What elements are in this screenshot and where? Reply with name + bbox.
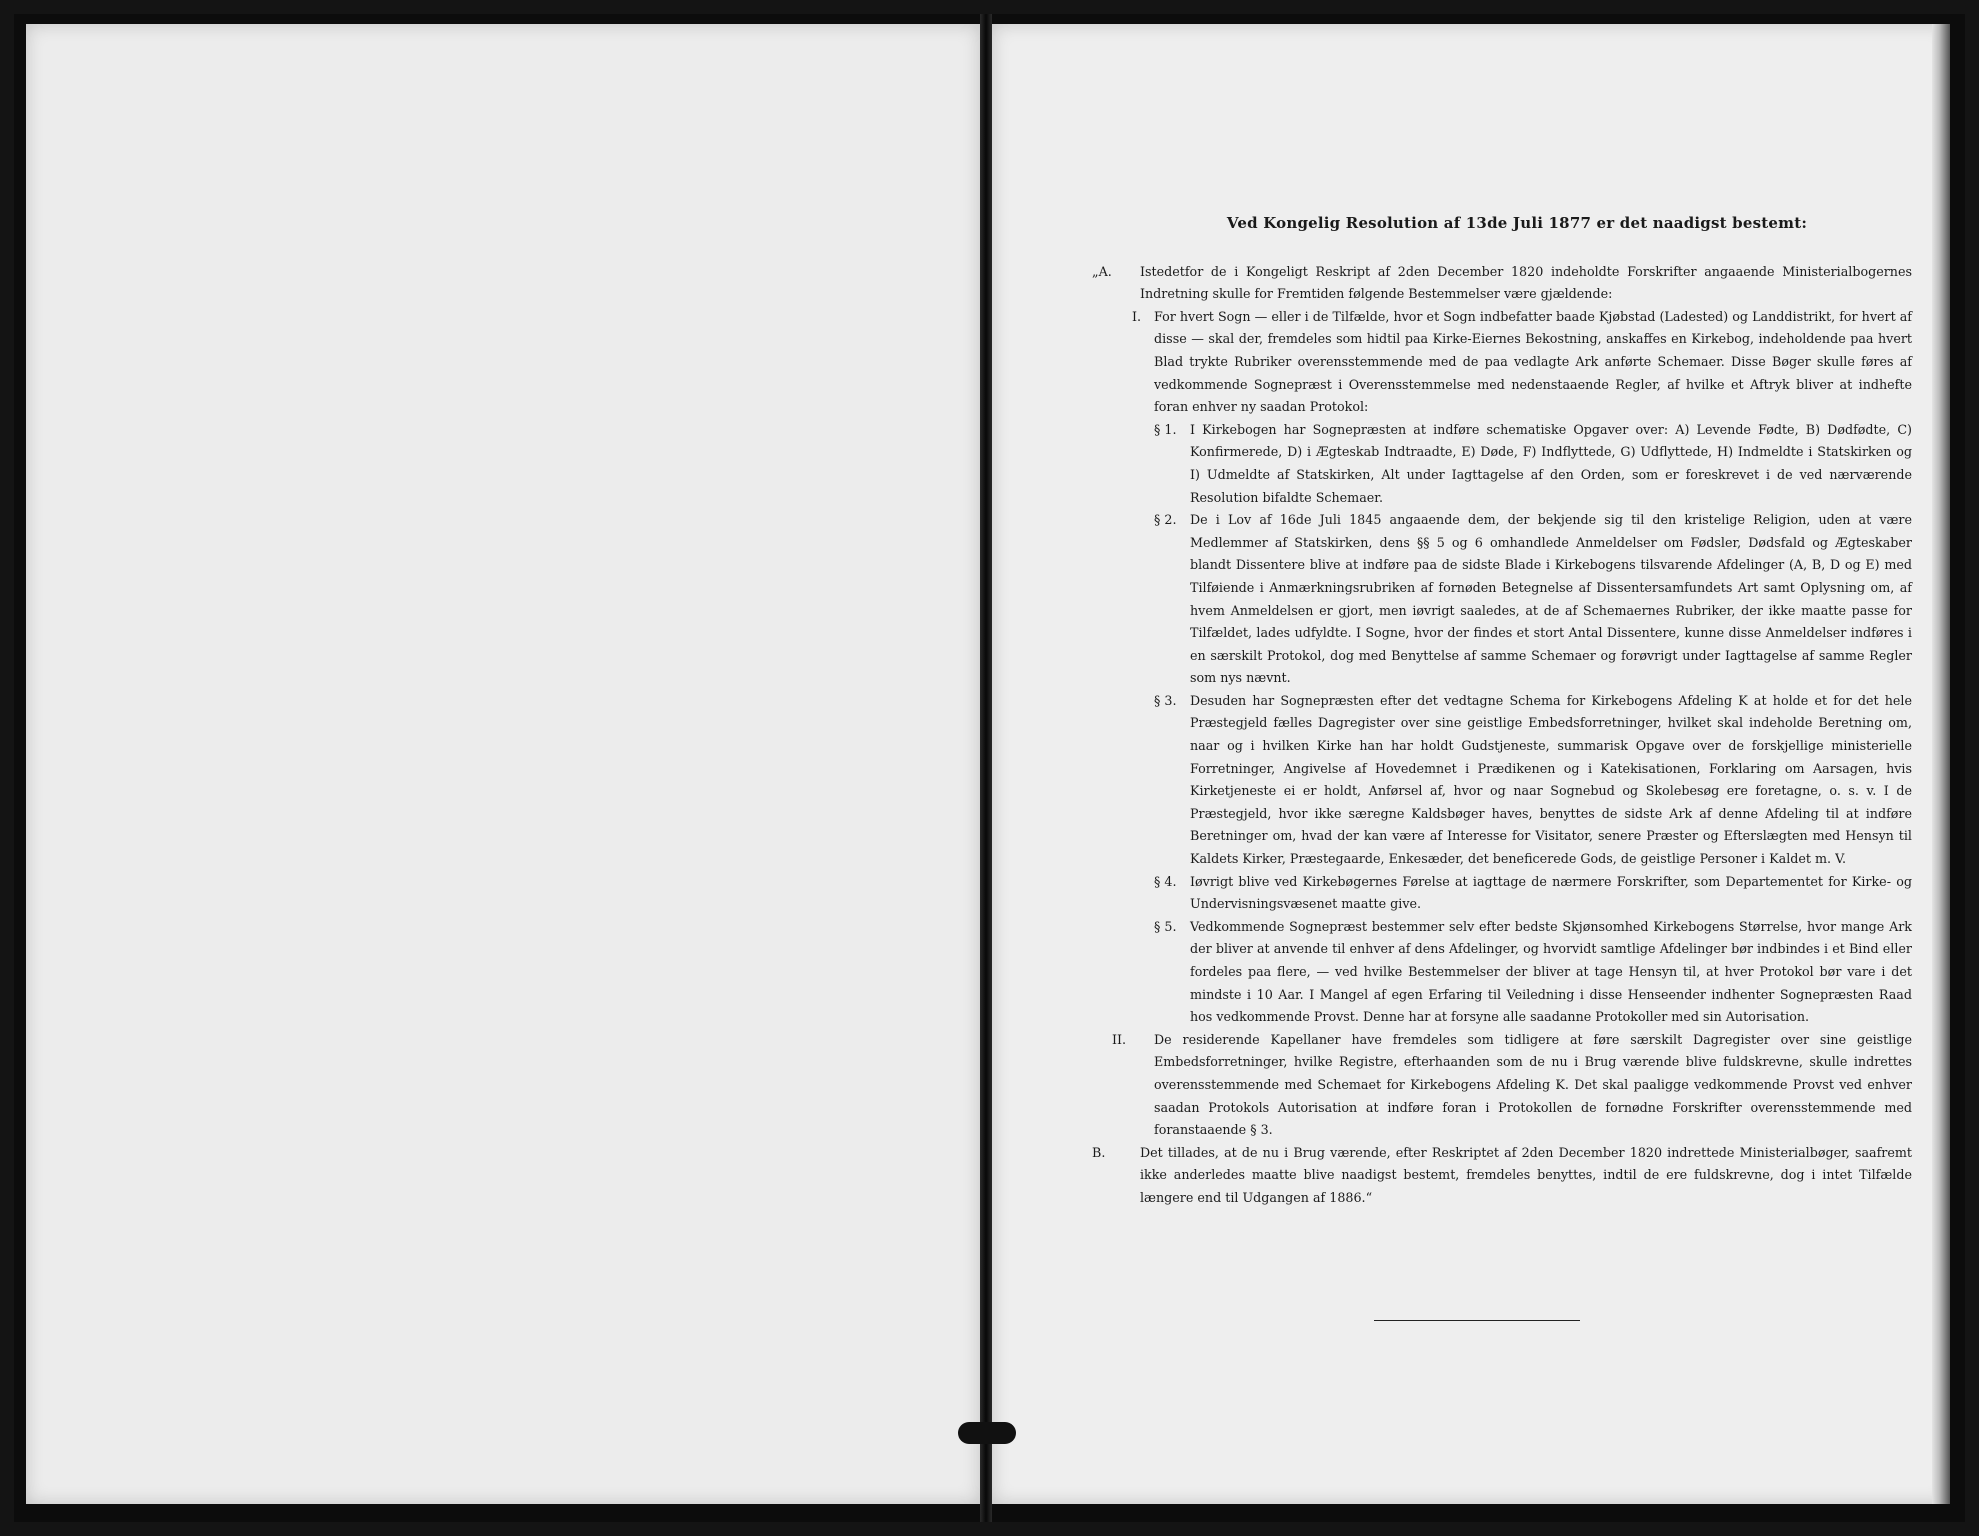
paragraph-3 xyxy=(1154,690,1912,871)
book-gutter xyxy=(980,14,992,1522)
section-label: § 2. xyxy=(1154,512,1177,528)
section-text: For hvert Sogn — eller i de Tilfælde, hvor et Sogn indbefatter baade Kjøbstad (Ladested) og Landdistrikt, for hvert af disse — skal der, fremdeles som hidtil paa Kirke-Eiernes Bekostning, anskaffes en Kirkebog, indeholdende paa hvert Blad trykte Rubriker overensstemmende med de paa vedlagte Ark anførte Schemaer. Disse Bøger skulle føres af vedkommende Sognepræst i Overensstemmelse med nedenstaaende Regler, af hvilke et Aftryk bliver at indhefte foran enhver ny saadan Protokol: xyxy=(1154,308,1912,415)
paragraph-5 xyxy=(1154,916,1912,1029)
section-b xyxy=(1092,1142,1912,1210)
closing-rule xyxy=(1374,1320,1580,1321)
section-label: I. xyxy=(1132,308,1142,324)
page-edge xyxy=(1932,24,1950,1504)
paragraph-2 xyxy=(1154,509,1912,690)
right-page xyxy=(992,24,1950,1504)
section-text: Iøvrigt blive ved Kirkebøgernes Førelse at iagttage de nærmere Forskrifter, som Departementet for Kirke- og Undervisningsvæsenet maatte give. xyxy=(1190,873,1912,912)
section-ii xyxy=(1112,1029,1912,1142)
section-text: Vedkommende Sognepræst bestemmer selv efter bedste Skjønsomhed Kirkebogens Størrelse, hvor mange Ark der bliver at anvende til enhver af dens Afdelinger, og hvorvidt samtlige Afdelinger bør indbindes i et Bind eller fordeles paa flere, — ved hvilke Bestemmelser der bliver at tage Hensyn til, at hver Protokol bør vare i det mindste i 10 Aar. I Mangel af egen Erfaring til Veiledning i disse Henseender indhenter Sognepræsten Raad hos vedkommende Provst. Denne har at forsyne alle saadanne Protokoller med sin Autorisation. xyxy=(1190,918,1912,1025)
clasp-icon xyxy=(958,1422,1016,1444)
section-label: „A. xyxy=(1092,263,1112,279)
document-title: Ved Kongelig Resolution af 13de Juli 1877 er det naadigst bestemt: xyxy=(1226,214,1808,232)
paragraph-1 xyxy=(1154,419,1912,509)
bleed-through-shadow xyxy=(266,479,826,1039)
section-text: De i Lov af 16de Juli 1845 angaaende dem, der bekjende sig til den kristelige Religion, uden at være Medlemmer af Statskirken, dens §§ 5 og 6 omhandlede Anmeldelser om Fødsler, Dødsfald og Ægteskaber blandt Dissentere blive at indføre paa de sidste Blade i Kirkebogens tilsvarende Afdelinger (A, B, D og E) med Tilføiende i Anmærkningsrubriken af fornøden Betegnelse af Dissentersamfundets Art samt Oplysning om, af hvem Anmeldelsen er gjort, men iøvrigt saaledes, at de af Schemaernes Rubriker, der ikke maatte passe for Tilfældet, lades udfyldte. I Sogne, hvor der findes et stort Antal Dissentere, kunne disse Anmeldelser indføres i en særskilt Protokol, dog med Benyttelse af samme Schemaer og forøvrigt under Iagttagelse af samme Regler som nys nævnt. xyxy=(1190,512,1912,686)
section-a xyxy=(1092,261,1912,306)
section-text: Det tillades, at de nu i Brug værende, efter Reskriptet af 2den December 1820 indrettede Ministerialbøger, saafremt ikke anderledes maatte blive naadigst bestemt, fremdeles benyttes, indtil de ere fuldskrevne, dog i intet Tilfælde længere end til Udgangen af 1886.“ xyxy=(1140,1144,1912,1205)
book-spread xyxy=(14,14,1965,1522)
section-text: I Kirkebogen har Sognepræsten at indføre schematiske Opgaver over: A) Levende Fødte, B) Dødfødte, C) Konfirmerede, D) i Ægteskab Indtraadte, E) Døde, F) Indflyttede, G) Udflyttede, H) Indmeldte i Statskirken og I) Udmeldte af Statskirken, Alt under Iagttagelse af den Orden, som er foreskrevet i de ved nærværende Resolution bifaldte Schemaer. xyxy=(1190,421,1912,505)
section-label: § 3. xyxy=(1154,692,1177,708)
section-text: Istedetfor de i Kongeligt Reskript af 2den December 1820 indeholdte Forskrifter angaaende Ministerialbogernes Indretning skulle for Fremtiden følgende Bestemmelser være gjældende: xyxy=(1140,263,1912,302)
section-label: § 5. xyxy=(1154,918,1177,934)
section-label: § 1. xyxy=(1154,421,1177,437)
section-text: Desuden har Sognepræsten efter det vedtagne Schema for Kirkebogens Afdeling K at holde et for det hele Præstegjeld fælles Dagregister over sine geistlige Embedsforretninger, hvilket skal indeholde Beretning om, naar og i hvilken Kirke han har holdt Gudstjeneste, summarisk Opgave over de forskjellige ministerielle Forretninger, Angivelse af Hovedemnet i Prædikenen og i Katekisationen, Forklaring om Aarsagen, hvis Kirketjeneste ei er holdt, Anførsel af, hvor og naar Sognebud og Skolebesøg ere foretagne, o. s. v. I de Præstegjeld, hvor ikke særegne Kaldsbøger haves, benyttes de sidste Ark af denne Afdeling til at indføre Beretninger om, hvad der kan være af Interesse for Visitator, senere Præster og Efterslægten med Hensyn til Kaldets Kirker, Præstegaarde, Enkesæder, det beneficerede Gods, de geistlige Personer i Kaldet m. V. xyxy=(1190,692,1912,867)
left-page xyxy=(26,24,980,1504)
paragraph-4 xyxy=(1154,871,1912,916)
resolution-text xyxy=(1092,212,1912,1210)
section-text: De residerende Kapellaner have fremdeles som tidligere at føre særskilt Dagregister over sine geistlige Embedsforretninger, hvilke Registre, efterhaanden som de nu i Brug værende blive fuldskrevne, skulle indrettes overensstemmende med Schemaet for Kirkebogens Afdeling K. Det skal paaligge vedkommende Provst ved enhver saadan Protokols Autorisation at indføre foran i Protokollen de fornødne Forskrifter overensstemmende med foranstaaende § 3. xyxy=(1154,1031,1912,1138)
section-label: B. xyxy=(1092,1144,1106,1160)
section-label: § 4. xyxy=(1154,873,1177,889)
section-i xyxy=(1132,306,1912,419)
section-label: II. xyxy=(1112,1031,1127,1047)
